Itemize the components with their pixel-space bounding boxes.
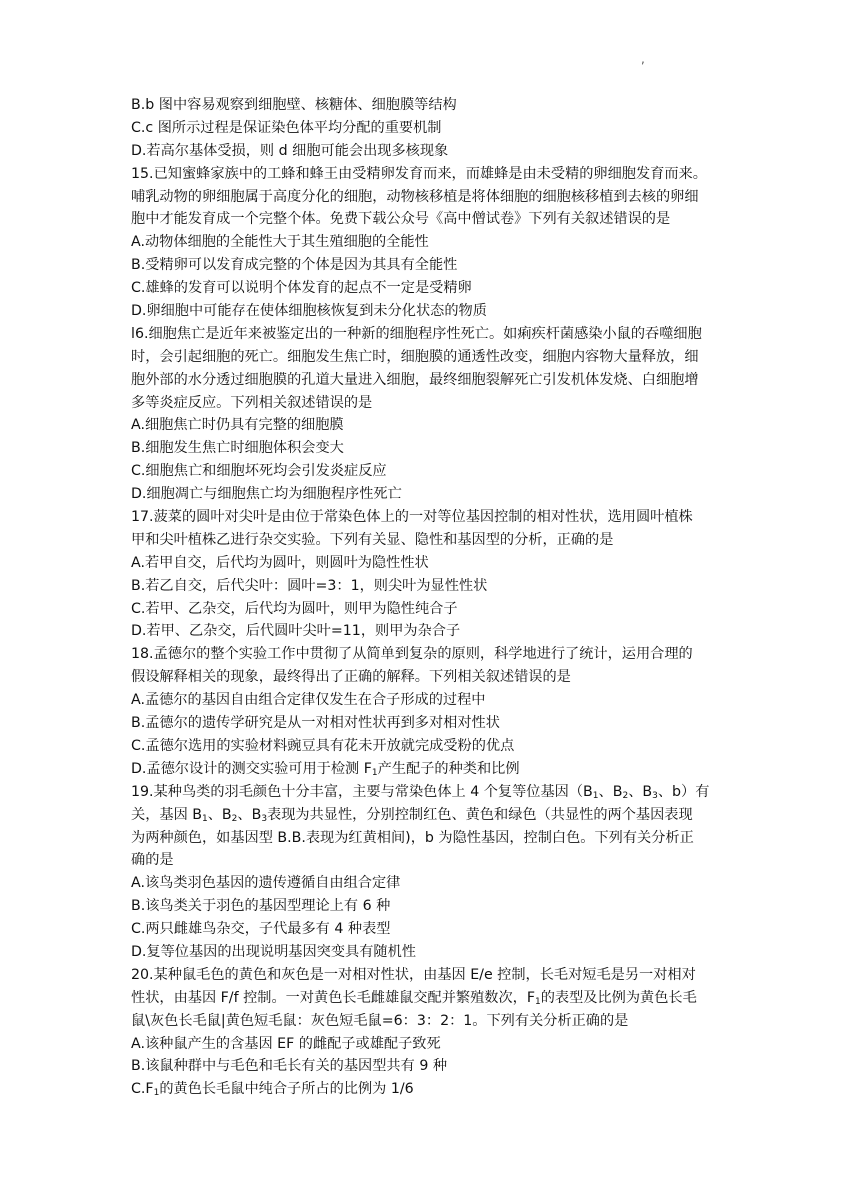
text-line xyxy=(131,827,746,850)
text-segment: 产生配子的种类和比例 xyxy=(377,760,520,777)
text-line xyxy=(131,712,746,735)
text-segment: B.b 图中容易观察到细胞壁、核糖体、细胞膜等结构 xyxy=(131,97,457,113)
text-segment: 表现为共显性，分别控制红色、黄色和绿色（共显性的两个基因表现 xyxy=(267,806,693,823)
text-line xyxy=(131,941,746,964)
text-segment: 20.某种鼠毛色的黄色和灰色是一对相对性状，由基因 E/e 控制，长毛对短毛是另一对相对 xyxy=(131,966,696,983)
text-line xyxy=(131,964,746,987)
text-line xyxy=(131,231,746,254)
text-line xyxy=(131,804,746,827)
text-segment: C.若甲、乙杂交，后代均为圆叶，则甲为隐性纯合子 xyxy=(131,600,458,617)
subscript: 1 xyxy=(592,790,599,801)
text-segment: B.该鸟类关于羽色的基因型理论上有 6 种 xyxy=(131,898,391,915)
text-segment: 、B xyxy=(207,806,232,823)
text-segment: 关，基因 B xyxy=(131,806,202,823)
text-segment: D.若高尔基体受损，则 d 细胞可能会出现多核现象 xyxy=(131,142,449,159)
text-segment: C.孟德尔选用的实验材料豌豆具有花未开放就完成受粉的优点 xyxy=(131,737,515,754)
subscript: 3 xyxy=(261,813,268,824)
text-segment: A.细胞焦亡时仍具有完整的细胞膜 xyxy=(131,417,344,434)
text-segment: A.若甲自交，后代均为圆叶，则圆叶为隐性性状 xyxy=(131,554,429,571)
text-segment: C.细胞焦亡和细胞坏死均会引发炎症反应 xyxy=(131,463,387,480)
document-body xyxy=(131,94,746,1101)
text-segment: 胞外部的水分透过细胞膜的孔道大量进入细胞，最终细胞裂解死亡引发机体发烧、白细胞增 xyxy=(131,371,699,388)
text-segment: B.孟德尔的遗传学研究是从一对相对性状再到多对相对性状 xyxy=(131,715,500,732)
text-line xyxy=(131,414,746,437)
text-segment: 为两种颜色，如基因型 B.B.表现为红黄相间)，b 为隐性基因，控制白色。下列有关分析正 xyxy=(131,829,694,846)
text-line xyxy=(131,117,746,140)
text-segment: 、B xyxy=(628,783,653,800)
text-line xyxy=(131,987,746,1010)
text-line xyxy=(131,689,746,712)
text-segment: C.两只雌雄鸟杂交，子代最多有 4 种表型 xyxy=(131,921,391,938)
text-segment: 、B xyxy=(598,783,623,800)
text-segment: D.卵细胞中可能存在使体细胞核恢复到未分化状态的物质 xyxy=(131,303,487,320)
subscript: 1 xyxy=(202,813,208,824)
text-line xyxy=(131,575,746,598)
text-line xyxy=(131,506,746,529)
text-line xyxy=(131,735,746,758)
text-segment: A.该鸟类羽色基因的遗传遵循自由组合定律 xyxy=(131,875,401,892)
text-line xyxy=(131,643,746,666)
text-line xyxy=(131,529,746,552)
text-segment: 、B xyxy=(237,806,262,823)
text-line xyxy=(131,163,746,186)
text-segment: 18.孟德尔的整个实验工作中贯彻了从简单到复杂的原则，科学地进行了统计，运用合理的 xyxy=(131,646,693,663)
text-line xyxy=(131,849,746,872)
subscript: 2 xyxy=(231,813,238,824)
text-line xyxy=(131,140,746,163)
text-segment: B.细胞发生焦亡时细胞体积会变大 xyxy=(131,440,344,457)
text-line xyxy=(131,483,746,506)
text-segment: 性状，由基因 F/f 控制。一对黄色长毛雌雄鼠交配并繁殖数次，F xyxy=(131,989,535,1006)
subscript: 1 xyxy=(535,996,541,1007)
text-segment: A.孟德尔的基因自由组合定律仅发生在合子形成的过程中 xyxy=(131,692,486,709)
text-segment: 多等炎症反应。下列相关叙述错误的是 xyxy=(131,394,373,411)
text-segment: 确的是 xyxy=(131,852,174,869)
text-segment: B.受精卵可以发育成完整的个体是因为其具有全能性 xyxy=(131,257,458,274)
text-segment: 甲和尖叶植株乙进行杂交实验。下列有关显、隐性和基因型的分析，正确的是 xyxy=(131,531,614,548)
text-segment: D.若甲、乙杂交，后代圆叶尖叶=11，则甲为杂合子 xyxy=(131,623,461,640)
text-segment: 19.某种鸟类的羽毛颜色十分丰富，主要与常染色体上 4 个复等位基因（B xyxy=(131,783,593,800)
text-line xyxy=(131,781,746,804)
text-segment: 的黄色长毛鼠中纯合子所占的比例为 1/6 xyxy=(159,1081,414,1098)
text-segment: A.该种鼠产生的含基因 EF 的雌配子或雄配子致死 xyxy=(131,1035,441,1052)
text-line xyxy=(131,346,746,369)
text-segment: D.复等位基因的出现说明基因突变具有随机性 xyxy=(131,943,416,960)
text-line xyxy=(131,300,746,323)
text-segment: B.若乙自交，后代尖叶：圆叶=3：1，则尖叶为显性性状 xyxy=(131,577,488,594)
subscript: 1 xyxy=(371,767,378,778)
text-segment: 时，会引起细胞的死亡。细胞发生焦亡时，细胞膜的通透性改变，细胞内容物大量释放，细 xyxy=(131,348,699,365)
text-line xyxy=(131,552,746,575)
text-line xyxy=(131,1078,746,1101)
subscript: 3 xyxy=(652,790,658,801)
text-segment: 15.已知蜜蜂家族中的工蜂和蜂王由受精卵发育而来，而雄蜂是由未受精的卵细胞发育而来。 xyxy=(131,165,707,182)
text-segment: A.动物体细胞的全能性大于其生殖细胞的全能性 xyxy=(131,234,429,251)
text-segment: 哺乳动物的卵细胞属于高度分化的细胞，动物核移植是将体细胞的细胞核移植到去核的卵细 xyxy=(131,188,699,205)
text-line xyxy=(131,895,746,918)
text-line xyxy=(131,1010,746,1033)
text-segment: 的表型及比例为黄色长毛 xyxy=(540,989,697,1006)
text-line xyxy=(131,1055,746,1078)
text-segment: D.细胞凋亡与细胞焦亡均为细胞程序性死亡 xyxy=(131,486,402,503)
text-line xyxy=(131,208,746,231)
text-segment: 鼠\灰色长毛鼠|黄色短毛鼠：灰色短毛鼠=6：3：2：1。下列有关分析正确的是 xyxy=(131,1012,629,1029)
text-segment: 、b）有 xyxy=(657,783,710,800)
text-line xyxy=(131,1033,746,1056)
text-line xyxy=(131,598,746,621)
corner-mark: , xyxy=(641,52,645,66)
text-line xyxy=(131,460,746,483)
text-segment: C.c 图所示过程是保证染色体平均分配的重要机制 xyxy=(131,119,442,136)
text-segment: l6.细胞焦亡是近年来被鉴定出的一种新的细胞程序性死亡。如痢疾杆菌感染小鼠的吞噬细胞 xyxy=(131,325,702,342)
text-line xyxy=(131,277,746,300)
text-line xyxy=(131,918,746,941)
text-line xyxy=(131,872,746,895)
text-line xyxy=(131,437,746,460)
subscript: 2 xyxy=(622,790,629,801)
text-segment: 17.菠菜的圆叶对尖叶是由位于常染色体上的一对等位基因控制的相对性状，选用圆叶植株 xyxy=(131,509,693,526)
text-line xyxy=(131,186,746,209)
text-line xyxy=(131,369,746,392)
text-line xyxy=(131,323,746,346)
text-line xyxy=(131,94,746,117)
text-line xyxy=(131,620,746,643)
text-segment: B.该鼠种群中与毛色和毛长有关的基因型共有 9 种 xyxy=(131,1058,448,1075)
text-line xyxy=(131,758,746,781)
text-segment: D.孟德尔设计的测交实验可用于检测 F xyxy=(131,760,372,777)
text-segment: C.F xyxy=(131,1081,154,1098)
text-segment: 假设解释相关的现象，最终得出了正确的解释。下列相关叙述错误的是 xyxy=(131,669,571,686)
text-segment: 胞中才能发育成一个完整个体。免费下载公众号《高中僧试卷》下列有关叙述错误的是 xyxy=(131,211,671,228)
text-line xyxy=(131,666,746,689)
text-line xyxy=(131,254,746,277)
text-line xyxy=(131,392,746,415)
text-segment: C.雄蜂的发育可以说明个体发育的起点不一定是受精卵 xyxy=(131,280,472,297)
subscript: 1 xyxy=(153,1088,160,1099)
